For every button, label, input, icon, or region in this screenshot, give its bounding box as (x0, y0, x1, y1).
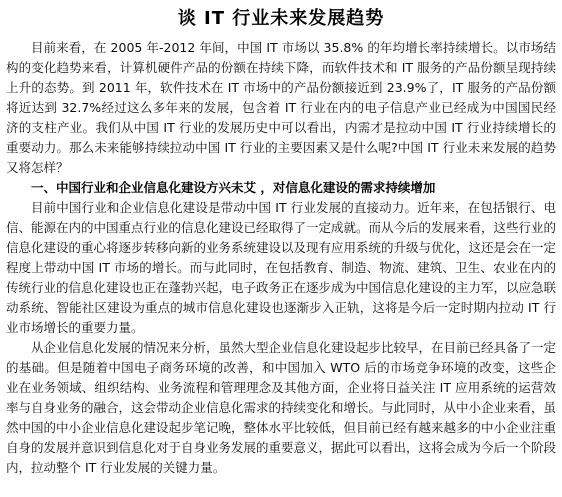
section-paragraph-2: 从企业信息化发展的情况来分析，虽然大型企业信息化建设起步比较早，在目前已经具备了一定的基础。但是随着中国电子商务环境的改善，和中国加入 WTO 后的市场竞争环境的改变，这些企业在业务领域、组织结构、业务流程和管理理念及其他方面，企业将日益关注 IT 应用系统的运营效率与自身业务的融合，这会带动企业信息化需求的持续变化和增长。与此同时，从中小企业来看，虽然中国的中小企业信息化建设起步笔记晚，整体水平比较低，但目前已经有越来越多的中小企业注重自身的发展并意识到信息化对于自身业务发展的重要意义，据此可以看出，这将会成为今后一个阶段内，拉动整个 IT 行业发展的关键力量。 (6, 340, 557, 475)
section-paragraph-1: 目前中国行业和企业信息化建设是带动中国 IT 行业发展的直接动力。近年来，在包括银行、电信、能源在内的中国重点行业的信息化建设已经取得了一定成就。而从今后的发展来看，这些行业的信息化建设的重心将逐步转移向新的业务系统建设以及现有应用系统的升级与优化，这还是会在一定程度上带动中国 IT 市场的增长。而与此同时，在包括教育、制造、物流、建筑、卫生、农业在内的传统行业的信息化建设也正在蓬勃兴起，电子政务正在逐步成为中国信息化建设的主力军，以应急联动系统、智能社区建设为重点的城市信息化建设也逐渐步入正轨，这将是今后一定时期内拉动 IT 行业市场增长的重要力量。 (6, 200, 557, 335)
article-title: 谈 IT 行业未来发展趋势 (177, 8, 385, 29)
section-heading: 一、中国行业和企业信息化建设方兴未艾 ，对信息化建设的需求持续增加 (31, 180, 436, 195)
intro-paragraph: 目前来看，在 2005 年-2012 年间，中国 IT 市场以 35.8% 的年均增长率持续增长。以市场结构的变化趋势来看，计算机硬件产品的份额在持续下降，而软件技术和 IT 服务的产品份额呈现持续上升的态势。到 2011 年，软件技术在 IT 市场中的产品份额接近到 23.9%了，IT 服务的产品份额将近达到 32.7%经过这么多年来的发展，包含着 IT 行业在内的电子信息产业已经成为中国国民经济的支柱产业。我们从中国 IT 行业的发展历史中可以看出，内需才是拉动中国 IT 行业持续增长的重要动力。那么未来能够持续拉动中国 IT 行业的主要因素又是什么呢?中国 IT 行业未来发展的趋势又将怎样？ (6, 40, 556, 175)
